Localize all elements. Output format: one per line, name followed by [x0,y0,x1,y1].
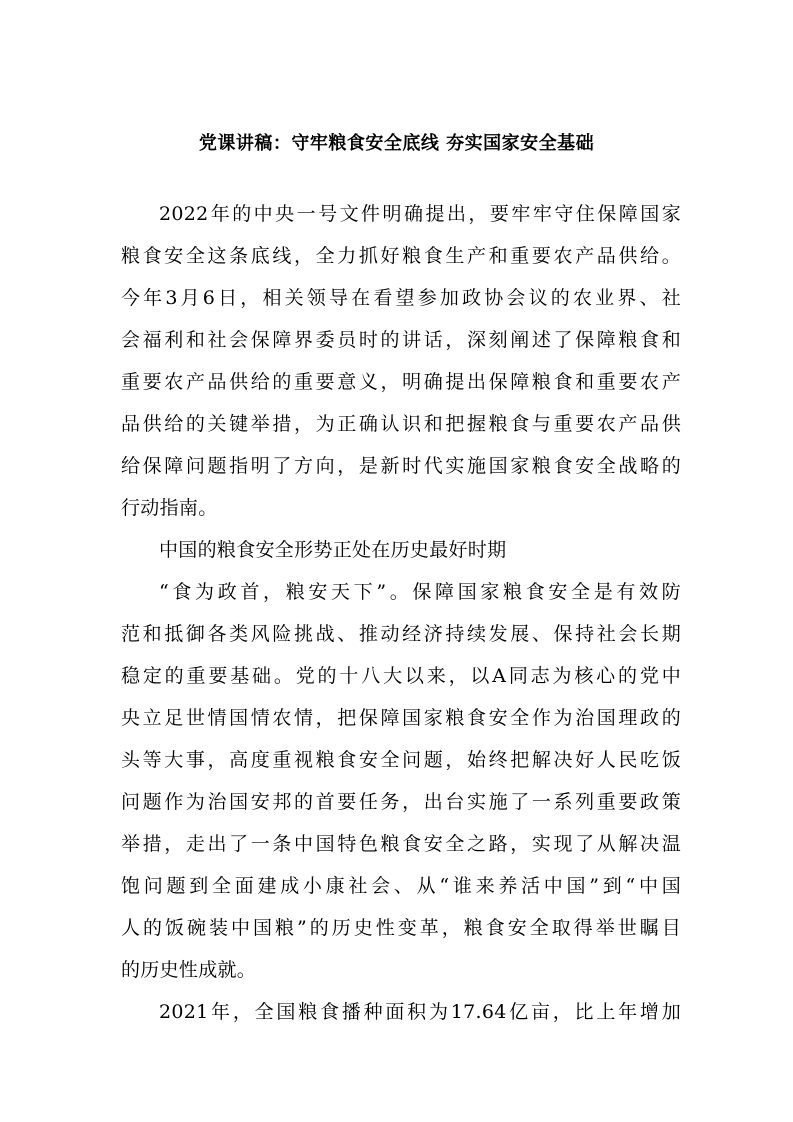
paragraph-line: 粮食安全这条底线，全力抓好粮食生产和重要农产品供给。 [121,245,681,267]
paragraph-line: 问题作为治国安邦的首要任务，出台实施了一系列重要政策 [121,791,681,813]
paragraph-line: 会福利和社会保障界委员时的讲话，深刻阐述了保障粮食和 [121,329,681,351]
paragraph-line: 饱问题到全面建成小康社会、从“谁来养活中国”到“中国 [121,875,681,897]
paragraph-line: 人的饭碗装中国粮”的历史性变革，粮食安全取得举世瞩目 [121,917,681,939]
paragraph-line: 举措，走出了一条中国特色粮食安全之路，实现了从解决温 [121,833,681,855]
paragraph-line: 稳定的重要基础。党的十八大以来，以A同志为核心的党中 [121,665,681,687]
paragraph-line: 头等大事，高度重视粮食安全问题，始终把解决好人民吃饭 [121,749,681,771]
paragraph-line: 重要农产品供给的重要意义，明确提出保障粮食和重要农产 [121,371,681,393]
paragraph-line: 的历史性成就。 [121,959,257,981]
paragraph-line: 范和抵御各类风险挑战、推动经济持续发展、保持社会长期 [121,623,681,645]
document-title: 党课讲稿：守牢粮食安全底线 夯实国家安全基础 [198,133,595,154]
paragraph-line: 品供给的关键举措，为正确认识和把握粮食与重要农产品供 [121,413,681,435]
paragraph-line: 2022年的中央一号文件明确提出，要牢牢守住保障国家 [159,203,681,225]
paragraph-line: 2021年，全国粮食播种面积为17.64亿亩，比上年增加 [159,1001,681,1023]
paragraph-line: 央立足世情国情农情，把保障国家粮食安全作为治国理政的 [121,707,681,729]
paragraph-line: 行动指南。 [121,497,218,519]
section-heading: 中国的粮食安全形势正处在历史最好时期 [159,539,507,561]
paragraph-line: 今年3月6日，相关领导在看望参加政协会议的农业界、社 [121,287,681,309]
paragraph-line: “食为政首，粮安天下”。保障国家粮食安全是有效防 [159,581,681,603]
paragraph-line: 给保障问题指明了方向，是新时代实施国家粮食安全战略的 [121,455,681,477]
